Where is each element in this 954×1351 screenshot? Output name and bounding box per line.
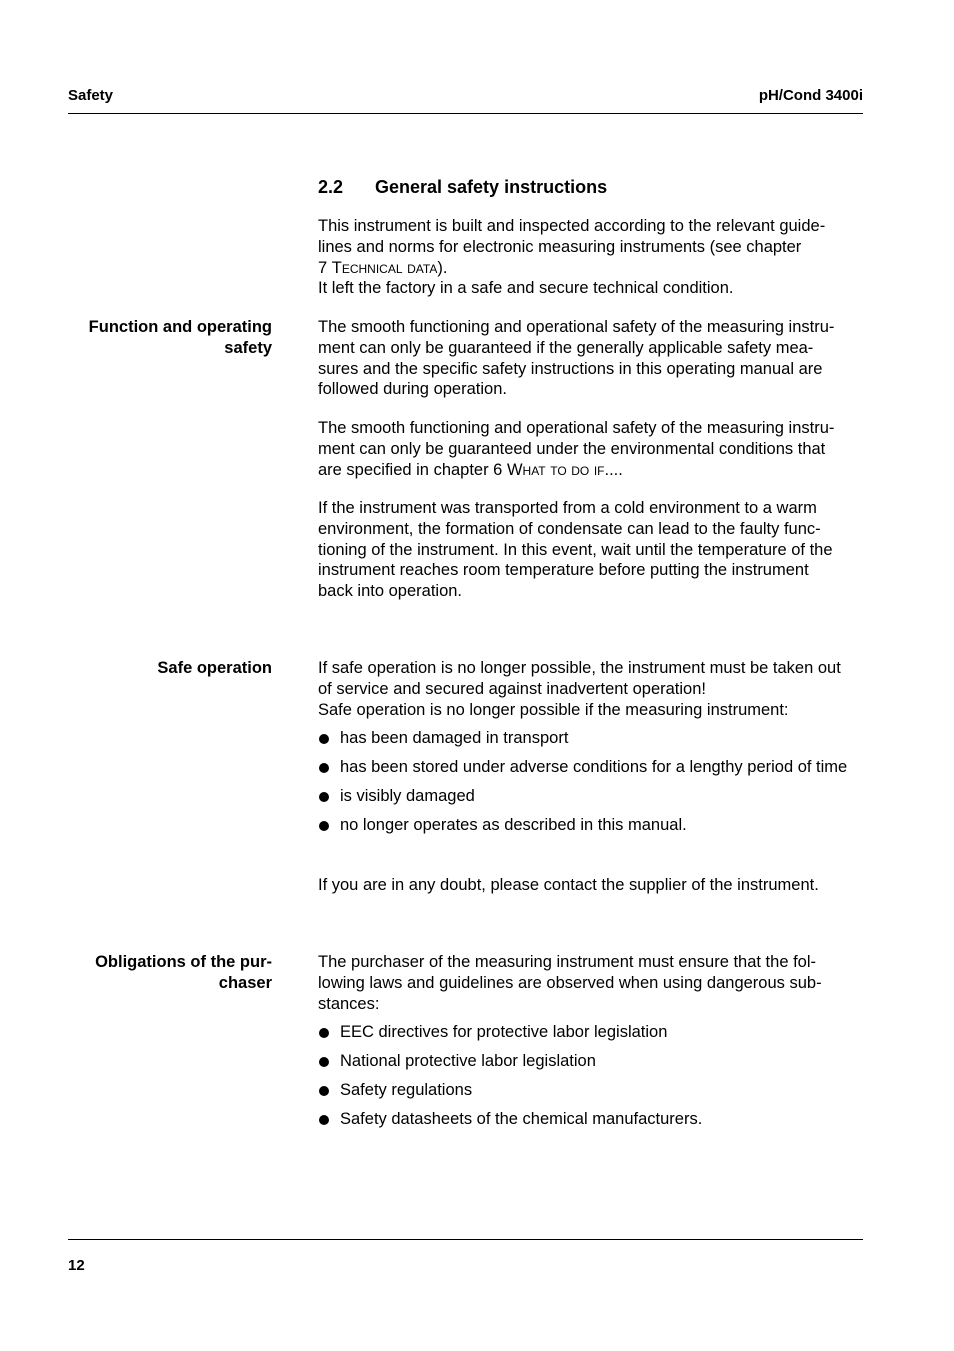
safe-operation-closing: If you are in any doubt, please contact the supplier of the instrument. xyxy=(318,876,819,894)
paragraph-line: tioning of the instrument. In this event, wait until the temperature of the xyxy=(318,540,833,559)
paragraph-line: The smooth functioning and operational safety of the measuring instru- xyxy=(318,318,835,336)
chapter-number: 7 xyxy=(318,258,332,277)
paragraph-line: followed during operation. xyxy=(318,380,507,399)
list-item-text: has been damaged in transport xyxy=(340,729,569,748)
list-item xyxy=(318,728,866,749)
list-item-text: no longer operates as described in this manual. xyxy=(340,815,687,834)
side-heading-line: chaser xyxy=(218,974,272,992)
list-item xyxy=(318,1051,866,1072)
intro-paragraph xyxy=(318,216,866,299)
footer-rule xyxy=(68,1239,863,1240)
list-item xyxy=(318,757,866,778)
bullet-icon xyxy=(319,1115,329,1125)
section-number: 2.2 xyxy=(318,177,344,197)
paragraph-line: The purchaser of the measuring instrument must ensure that the fol- xyxy=(318,953,816,971)
chapter-reference: What to do if xyxy=(506,460,605,479)
running-header-section: Safety xyxy=(68,87,114,104)
bullet-icon xyxy=(319,734,329,744)
intro-line: It left the factory in a safe and secure technical condition. xyxy=(318,279,734,298)
bullet-icon xyxy=(319,763,329,773)
side-heading-function-safety xyxy=(40,317,272,359)
list-item xyxy=(318,815,866,836)
intro-line xyxy=(318,258,866,279)
chapter-ref-suffix: ). xyxy=(437,258,448,277)
list-item-text: National protective labor legislation xyxy=(340,1052,596,1071)
side-heading-line: safety xyxy=(224,339,272,357)
chapter-ref-suffix: .... xyxy=(604,460,623,479)
paragraph-line: The smooth functioning and operational safety of the measuring instru- xyxy=(318,419,835,437)
paragraph-line: If safe operation is no longer possible, the instrument must be taken out xyxy=(318,659,841,677)
bullet-icon xyxy=(319,1086,329,1096)
obligations-block xyxy=(318,952,866,1138)
header-rule xyxy=(68,113,863,114)
paragraph-line: back into operation. xyxy=(318,582,463,601)
paragraph-line: Safe operation is no longer possible if the measuring instrument: xyxy=(318,700,789,719)
list-item xyxy=(318,1022,866,1043)
list-item xyxy=(318,786,866,807)
paragraph-line: ment can only be guaranteed under the environmental conditions that xyxy=(318,439,826,458)
function-safety-paragraph-3 xyxy=(318,498,866,602)
function-safety-paragraph-2 xyxy=(318,418,866,480)
bullet-icon xyxy=(319,821,329,831)
section-title: General safety instructions xyxy=(375,177,608,197)
list-item-text: is visibly damaged xyxy=(340,786,475,805)
safe-operation-block xyxy=(318,658,866,844)
list-item-text: Safety datasheets of the chemical manufacturers. xyxy=(340,1109,703,1128)
bullet-icon xyxy=(319,1028,329,1038)
list-item xyxy=(318,1109,866,1130)
paragraph-line: of service and secured against inadvertent operation! xyxy=(318,679,706,698)
paragraph-line: instrument reaches room temperature before putting the instrument xyxy=(318,561,809,580)
paragraph-line: environment, the formation of condensate can lead to the faulty func- xyxy=(318,519,821,538)
obligations-list xyxy=(318,1022,866,1129)
paragraph-line: ment can only be guaranteed if the generally applicable safety mea- xyxy=(318,338,814,357)
function-safety-paragraph-1 xyxy=(318,317,866,400)
side-heading-line: Obligations of the pur- xyxy=(95,953,272,971)
paragraph-line: sures and the specific safety instructions in this operating manual are xyxy=(318,359,823,378)
side-heading-obligations xyxy=(40,952,272,994)
chapter-prefix: are specified in chapter 6 xyxy=(318,460,507,479)
bullet-icon xyxy=(319,792,329,802)
paragraph-line xyxy=(318,460,866,481)
page-number: 12 xyxy=(68,1257,85,1274)
safe-operation-list xyxy=(318,728,866,835)
list-item-text: has been stored under adverse conditions for a lengthy period of time xyxy=(340,758,848,777)
list-item-text: EEC directives for protective labor legislation xyxy=(340,1023,668,1042)
side-heading-line: Function and operating xyxy=(88,318,272,336)
list-item xyxy=(318,1080,866,1101)
intro-line: lines and norms for electronic measuring instruments (see chapter xyxy=(318,237,802,256)
list-item-text: Safety regulations xyxy=(340,1080,473,1099)
bullet-icon xyxy=(319,1057,329,1067)
paragraph-line: lowing laws and guidelines are observed when using dangerous sub- xyxy=(318,973,822,992)
chapter-reference: Technical data xyxy=(331,258,438,277)
intro-line: This instrument is built and inspected according to the relevant guide- xyxy=(318,217,826,235)
paragraph-line: stances: xyxy=(318,994,380,1013)
running-header-product: pH/Cond 3400i xyxy=(758,87,863,104)
side-heading-safe-operation: Safe operation xyxy=(157,659,272,677)
paragraph-line: If the instrument was transported from a cold environment to a warm xyxy=(318,499,817,517)
